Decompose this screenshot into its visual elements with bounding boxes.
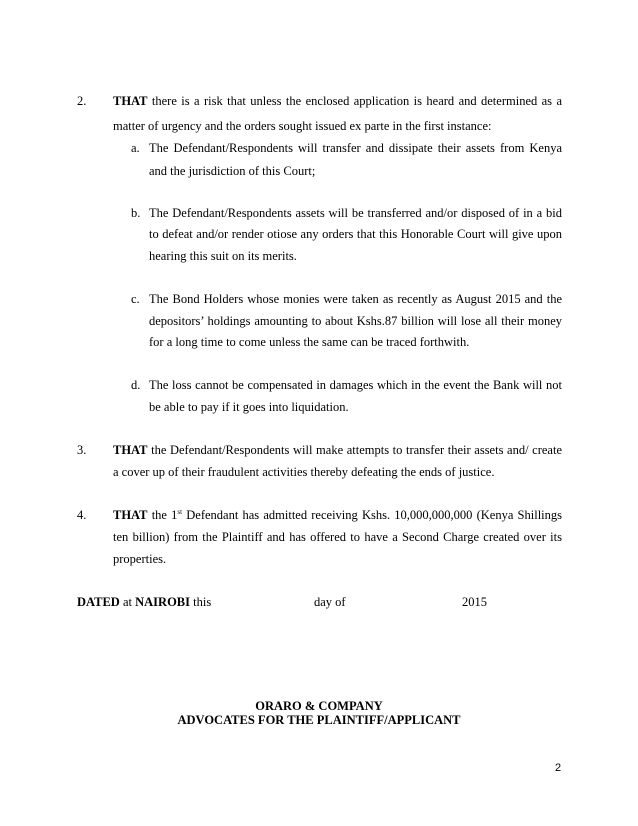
- item-a-line-2: and the jurisdiction of this Court;: [149, 164, 316, 178]
- paragraph-3-text-1: the Defendant/Respondents will make attempts to transfer their assets and/ create: [151, 443, 562, 457]
- item-b-line-1: The Defendant/Respondents assets will be transferred and/or disposed of in a bid: [149, 206, 562, 220]
- item-a-mark: a.: [131, 141, 140, 155]
- firm-name: ORARO & COMPANY: [255, 699, 383, 713]
- dated-place: NAIROBI: [135, 595, 190, 609]
- item-c-mark: c.: [131, 292, 140, 306]
- dated-at: at: [122, 595, 132, 609]
- item-c-line-2: depositors’ holdings amounting to about Kshs.87 billion will lose all their money: [149, 314, 562, 328]
- paragraph-4-text-1a: the 1: [151, 508, 178, 522]
- item-d-mark: d.: [131, 378, 141, 392]
- firm-role: ADVOCATES FOR THE PLAINTIFF/APPLICANT: [177, 713, 461, 727]
- paragraph-3-line-2: a cover up of their fraudulent activities thereby defeating the ends of justice.: [113, 465, 495, 479]
- item-d-line-2: be able to pay if it goes into liquidation.: [149, 400, 349, 414]
- item-c-line-3: for a long time to come unless the same can be traced forthwith.: [149, 335, 470, 349]
- item-b-line-2: to defeat and/or render otiose any orders that this Honorable Court will give upon: [149, 227, 562, 241]
- ordinal-superscript: st: [177, 508, 183, 516]
- paragraph-2-number: 2.: [77, 94, 87, 108]
- paragraph-4-lead: THAT: [113, 508, 148, 522]
- paragraph-3-lead: THAT: [113, 443, 148, 457]
- dated-label: DATED: [77, 595, 120, 609]
- paragraph-4-number: 4.: [77, 508, 87, 522]
- paragraph-3-number: 3.: [77, 443, 87, 457]
- item-b-mark: b.: [131, 206, 141, 220]
- dated-day-of: day of: [314, 595, 346, 609]
- paragraph-3-line-1: [113, 443, 562, 457]
- paragraph-2-text-1: there is a risk that unless the enclosed application is heard and determined as a: [151, 94, 563, 108]
- paragraph-4-text-1b: Defendant has admitted receiving Kshs. 10,000,000,000 (Kenya Shillings: [186, 508, 563, 522]
- paragraph-2-lead: THAT: [113, 94, 148, 108]
- item-b-line-3: hearing this suit on its merits.: [149, 249, 297, 263]
- item-c-line-1: The Bond Holders whose monies were taken as recently as August 2015 and the: [149, 292, 562, 306]
- dated-this: this: [193, 595, 212, 609]
- paragraph-2-line-1: [113, 94, 562, 108]
- item-a-line-1: The Defendant/Respondents will transfer and dissipate their assets from Kenya: [149, 141, 562, 155]
- dated-line: [77, 595, 211, 609]
- dated-year: 2015: [462, 595, 487, 609]
- paragraph-4-line-3: properties.: [113, 552, 167, 566]
- item-d-line-1: The loss cannot be compensated in damages which in the event the Bank will not: [149, 378, 562, 392]
- page-number: 2: [555, 762, 562, 774]
- paragraph-2-line-2: matter of urgency and the orders sought issued ex parte in the first instance:: [113, 119, 492, 133]
- paragraph-4-line-1: [113, 508, 562, 522]
- paragraph-4-line-2: ten billion) from the Plaintiff and has offered to have a Second Charge created over its: [113, 530, 562, 544]
